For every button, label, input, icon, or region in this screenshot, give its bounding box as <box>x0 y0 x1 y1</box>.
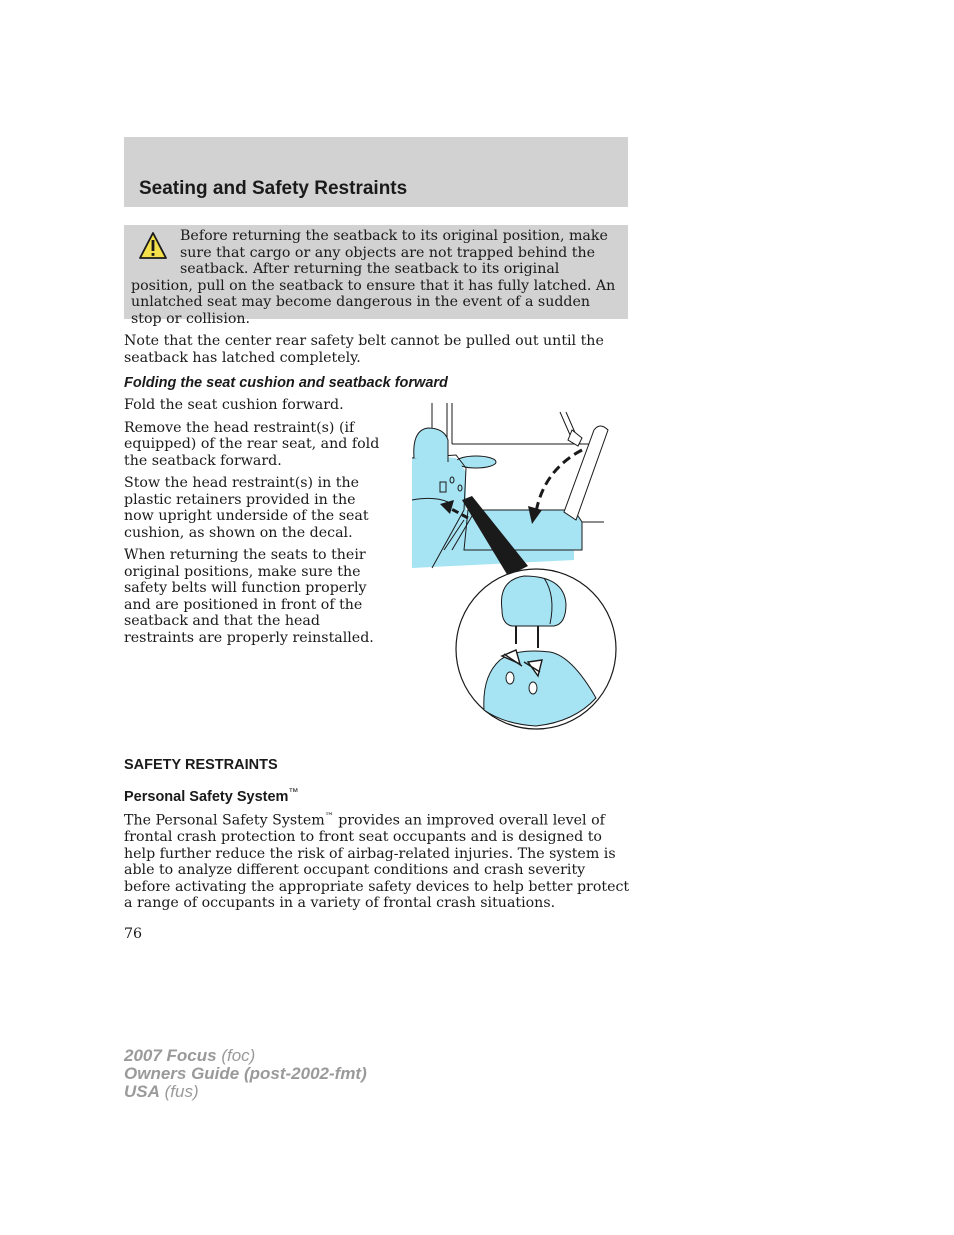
personal-safety-subheading-text: Personal Safety System <box>124 788 289 805</box>
folding-instructions <box>124 397 380 652</box>
folding-step-2: Remove the head restraint(s) (if equipped) of the rear seat, and fold the seatback forward. <box>124 419 380 469</box>
footer-market-code: (fus) <box>159 1082 199 1101</box>
personal-safety-paragraph-rest: provides an improved overall level of frontal crash protection to front seat occupants and is designed to help further reduce the risk of airbag-related injuries. The system is able to analyze different occupant conditions and crash severity before activating the appropriate safety devices to help better protect a range of occupants in a variety of frontal crash situations. <box>124 812 630 912</box>
folding-step-1: Fold the seat cushion forward. <box>124 397 344 413</box>
footer-line-1 <box>124 1047 367 1065</box>
folding-step-3: Stow the head restraint(s) in the plastic retainers provided in the now upright underside of the seat cushion, as shown on the decal. <box>124 475 369 541</box>
folding-heading: Folding the seat cushion and seatback forward <box>124 375 448 391</box>
warning-box <box>124 225 628 327</box>
folding-step-4: When returning the seats to their original positions, make sure the safety belts will function properly and are positioned in front of the seatback and that the head restraints are properly reinstalled. <box>124 547 374 646</box>
folded-seat-scene <box>412 403 608 576</box>
trademark-mark-inline: ™ <box>324 812 334 822</box>
footer-line-3 <box>124 1083 367 1101</box>
footer-model: 2007 Focus <box>124 1046 217 1065</box>
section-title: Seating and Safety Restraints <box>139 178 408 199</box>
center-belt-note: Note that the center rear safety belt cannot be pulled out until the seatback has latched completely. <box>124 333 604 366</box>
personal-safety-paragraph <box>124 809 630 912</box>
trademark-mark: ™ <box>288 787 299 798</box>
footer-line-2 <box>124 1065 367 1083</box>
footer-market: USA <box>124 1082 160 1101</box>
footer-guide: Owners Guide (post-2002-fmt) <box>124 1064 367 1083</box>
seat-fold-illustration <box>404 400 618 732</box>
warning-text: Before returning the seatback to its original position, make sure that cargo or any objects are not trapped behind the seatback. After returning the seatback to its original position, pull on the seatback to ensure that it has fully latched. An unlatched seat may become dangerous in the event of a sudden stop or collision. <box>131 228 616 327</box>
document-footer <box>124 1047 367 1101</box>
personal-safety-subheading <box>124 787 298 805</box>
head-restraint-detail <box>456 569 616 729</box>
warning-triangle-icon <box>138 230 168 262</box>
personal-safety-paragraph-start: The Personal Safety System <box>124 812 325 829</box>
safety-heading: SAFETY RESTRAINTS <box>124 757 278 773</box>
footer-model-code: (foc) <box>216 1046 256 1065</box>
page-number: 76 <box>124 926 143 942</box>
